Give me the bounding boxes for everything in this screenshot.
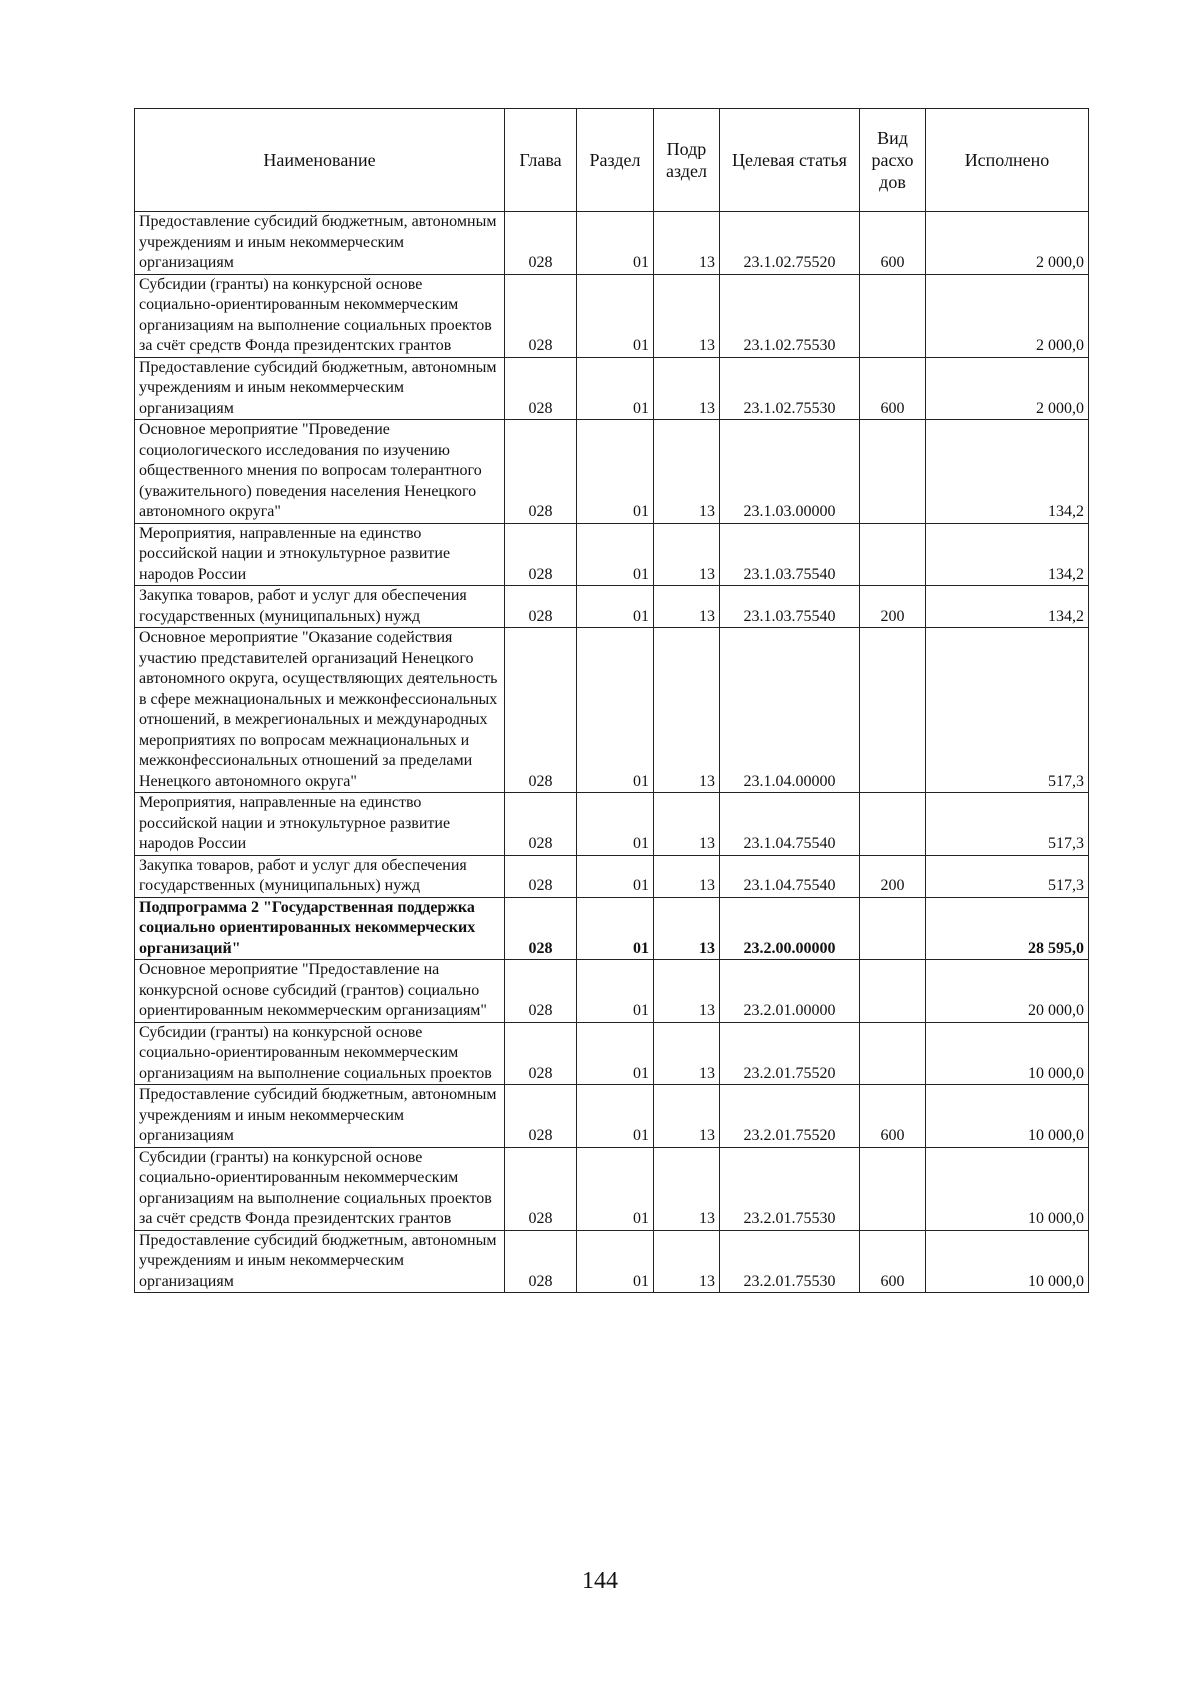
cell-section: 01 xyxy=(577,1085,654,1148)
cell-name: Субсидии (гранты) на конкурсной основе социально-ориентированным некоммерческим организациям на выполнение социальных проектов за счёт средств Фонда президентских грантов xyxy=(135,274,505,357)
cell-expense-type xyxy=(860,523,926,586)
cell-expense-type xyxy=(860,274,926,357)
cell-executed: 134,2 xyxy=(926,586,1089,628)
cell-executed: 28 595,0 xyxy=(926,897,1089,960)
cell-subsection: 13 xyxy=(654,420,720,524)
cell-target: 23.1.04.00000 xyxy=(720,628,860,793)
cell-executed: 10 000,0 xyxy=(926,1230,1089,1293)
cell-section: 01 xyxy=(577,420,654,524)
cell-chapter: 028 xyxy=(505,274,577,357)
cell-expense-type xyxy=(860,628,926,793)
cell-target: 23.1.03.00000 xyxy=(720,420,860,524)
cell-subsection: 13 xyxy=(654,1022,720,1085)
table-row xyxy=(135,793,1089,856)
cell-executed: 2 000,0 xyxy=(926,212,1089,275)
budget-table xyxy=(134,108,1089,1293)
table-row xyxy=(135,1147,1089,1230)
cell-target: 23.1.04.75540 xyxy=(720,855,860,897)
cell-target: 23.1.03.75540 xyxy=(720,586,860,628)
cell-target: 23.1.02.75530 xyxy=(720,274,860,357)
cell-expense-type xyxy=(860,960,926,1023)
cell-section: 01 xyxy=(577,1147,654,1230)
table-row xyxy=(135,357,1089,420)
cell-name: Мероприятия, направленные на единство российской нации и этнокультурное развитие народов России xyxy=(135,793,505,856)
cell-name: Основное мероприятие "Проведение социологического исследования по изучению общественного мнения по вопросам толерантного (уважительного) поведения населения Ненецкого автономного округа" xyxy=(135,420,505,524)
cell-chapter: 028 xyxy=(505,212,577,275)
table-row xyxy=(135,212,1089,275)
cell-chapter: 028 xyxy=(505,523,577,586)
header-expense-type: Вид расхо дов xyxy=(860,109,926,212)
table-row xyxy=(135,1085,1089,1148)
table-row xyxy=(135,897,1089,960)
cell-executed: 10 000,0 xyxy=(926,1085,1089,1148)
cell-chapter: 028 xyxy=(505,1147,577,1230)
cell-name: Предоставление субсидий бюджетным, автономным учреждениям и иным некоммерческим организациям xyxy=(135,1085,505,1148)
cell-subsection: 13 xyxy=(654,628,720,793)
cell-section: 01 xyxy=(577,523,654,586)
cell-subsection: 13 xyxy=(654,586,720,628)
cell-chapter: 028 xyxy=(505,357,577,420)
cell-executed: 10 000,0 xyxy=(926,1022,1089,1085)
cell-subsection: 13 xyxy=(654,1147,720,1230)
cell-subsection: 13 xyxy=(654,357,720,420)
page-number: 144 xyxy=(582,1568,618,1594)
cell-expense-type xyxy=(860,1147,926,1230)
cell-target: 23.2.01.75520 xyxy=(720,1022,860,1085)
cell-section: 01 xyxy=(577,628,654,793)
cell-expense-type xyxy=(860,793,926,856)
header-chapter: Глава xyxy=(505,109,577,212)
cell-section: 01 xyxy=(577,960,654,1023)
cell-subsection: 13 xyxy=(654,1230,720,1293)
cell-expense-type: 600 xyxy=(860,1230,926,1293)
cell-chapter: 028 xyxy=(505,420,577,524)
cell-expense-type: 200 xyxy=(860,855,926,897)
table-row xyxy=(135,274,1089,357)
cell-target: 23.1.02.75520 xyxy=(720,212,860,275)
cell-name: Закупка товаров, работ и услуг для обеспечения государственных (муниципальных) нужд xyxy=(135,586,505,628)
cell-section: 01 xyxy=(577,274,654,357)
cell-name: Субсидии (гранты) на конкурсной основе социально-ориентированным некоммерческим организациям на выполнение социальных проектов за счёт средств Фонда президентских грантов xyxy=(135,1147,505,1230)
cell-name: Основное мероприятие "Оказание содействия участию представителей организаций Ненецкого автономного округа, осуществляющих деятельность в сфере межнациональных и межконфессиональных отношений, в межрегиональных и международных мероприятиях по вопросам межнациональных и межконфессиональных отношений за пределами Ненецкого автономного округа" xyxy=(135,628,505,793)
cell-chapter: 028 xyxy=(505,897,577,960)
cell-expense-type xyxy=(860,897,926,960)
cell-executed: 134,2 xyxy=(926,420,1089,524)
table-row xyxy=(135,420,1089,524)
header-executed: Исполнено xyxy=(926,109,1089,212)
table-row xyxy=(135,1230,1089,1293)
cell-name: Предоставление субсидий бюджетным, автономным учреждениям и иным некоммерческим организациям xyxy=(135,1230,505,1293)
cell-subsection: 13 xyxy=(654,960,720,1023)
cell-section: 01 xyxy=(577,586,654,628)
table-row xyxy=(135,855,1089,897)
cell-expense-type xyxy=(860,420,926,524)
cell-name: Закупка товаров, работ и услуг для обеспечения государственных (муниципальных) нужд xyxy=(135,855,505,897)
cell-executed: 2 000,0 xyxy=(926,274,1089,357)
cell-name: Субсидии (гранты) на конкурсной основе социально-ориентированным некоммерческим организациям на выполнение социальных проектов xyxy=(135,1022,505,1085)
cell-chapter: 028 xyxy=(505,793,577,856)
cell-chapter: 028 xyxy=(505,1022,577,1085)
cell-name: Предоставление субсидий бюджетным, автономным учреждениям и иным некоммерческим организациям xyxy=(135,212,505,275)
cell-chapter: 028 xyxy=(505,1085,577,1148)
header-section: Раздел xyxy=(577,109,654,212)
cell-subsection: 13 xyxy=(654,274,720,357)
cell-expense-type: 600 xyxy=(860,1085,926,1148)
cell-chapter: 028 xyxy=(505,628,577,793)
cell-chapter: 028 xyxy=(505,960,577,1023)
header-target: Целевая статья xyxy=(720,109,860,212)
cell-name: Мероприятия, направленные на единство российской нации и этнокультурное развитие народов России xyxy=(135,523,505,586)
cell-target: 23.2.01.75530 xyxy=(720,1147,860,1230)
table-row xyxy=(135,1022,1089,1085)
cell-name: Подпрограмма 2 "Государственная поддержка социально ориентированных некоммерческих организаций" xyxy=(135,897,505,960)
cell-section: 01 xyxy=(577,212,654,275)
cell-executed: 517,3 xyxy=(926,855,1089,897)
cell-target: 23.1.04.75540 xyxy=(720,793,860,856)
cell-executed: 517,3 xyxy=(926,628,1089,793)
cell-expense-type: 200 xyxy=(860,586,926,628)
cell-executed: 517,3 xyxy=(926,793,1089,856)
cell-chapter: 028 xyxy=(505,1230,577,1293)
cell-section: 01 xyxy=(577,793,654,856)
table-row xyxy=(135,523,1089,586)
cell-target: 23.2.01.75530 xyxy=(720,1230,860,1293)
cell-section: 01 xyxy=(577,1022,654,1085)
cell-executed: 2 000,0 xyxy=(926,357,1089,420)
cell-expense-type: 600 xyxy=(860,212,926,275)
cell-target: 23.1.03.75540 xyxy=(720,523,860,586)
table-row xyxy=(135,586,1089,628)
header-subsection: Подр аздел xyxy=(654,109,720,212)
cell-section: 01 xyxy=(577,897,654,960)
cell-subsection: 13 xyxy=(654,897,720,960)
cell-name: Основное мероприятие "Предоставление на конкурсной основе субсидий (грантов) социально ориентированным некоммерческим организациям" xyxy=(135,960,505,1023)
cell-executed: 134,2 xyxy=(926,523,1089,586)
table-row xyxy=(135,628,1089,793)
header-row xyxy=(135,109,1089,212)
cell-executed: 10 000,0 xyxy=(926,1147,1089,1230)
cell-executed: 20 000,0 xyxy=(926,960,1089,1023)
cell-subsection: 13 xyxy=(654,212,720,275)
cell-target: 23.2.01.00000 xyxy=(720,960,860,1023)
cell-section: 01 xyxy=(577,357,654,420)
cell-section: 01 xyxy=(577,855,654,897)
cell-chapter: 028 xyxy=(505,855,577,897)
cell-subsection: 13 xyxy=(654,1085,720,1148)
cell-expense-type: 600 xyxy=(860,357,926,420)
cell-target: 23.2.01.75520 xyxy=(720,1085,860,1148)
table-body xyxy=(135,212,1089,1293)
cell-chapter: 028 xyxy=(505,586,577,628)
cell-subsection: 13 xyxy=(654,855,720,897)
table-row xyxy=(135,960,1089,1023)
cell-name: Предоставление субсидий бюджетным, автономным учреждениям и иным некоммерческим организациям xyxy=(135,357,505,420)
header-name: Наименование xyxy=(135,109,505,212)
cell-target: 23.1.02.75530 xyxy=(720,357,860,420)
cell-subsection: 13 xyxy=(654,523,720,586)
cell-expense-type xyxy=(860,1022,926,1085)
cell-subsection: 13 xyxy=(654,793,720,856)
cell-target: 23.2.00.00000 xyxy=(720,897,860,960)
cell-section: 01 xyxy=(577,1230,654,1293)
